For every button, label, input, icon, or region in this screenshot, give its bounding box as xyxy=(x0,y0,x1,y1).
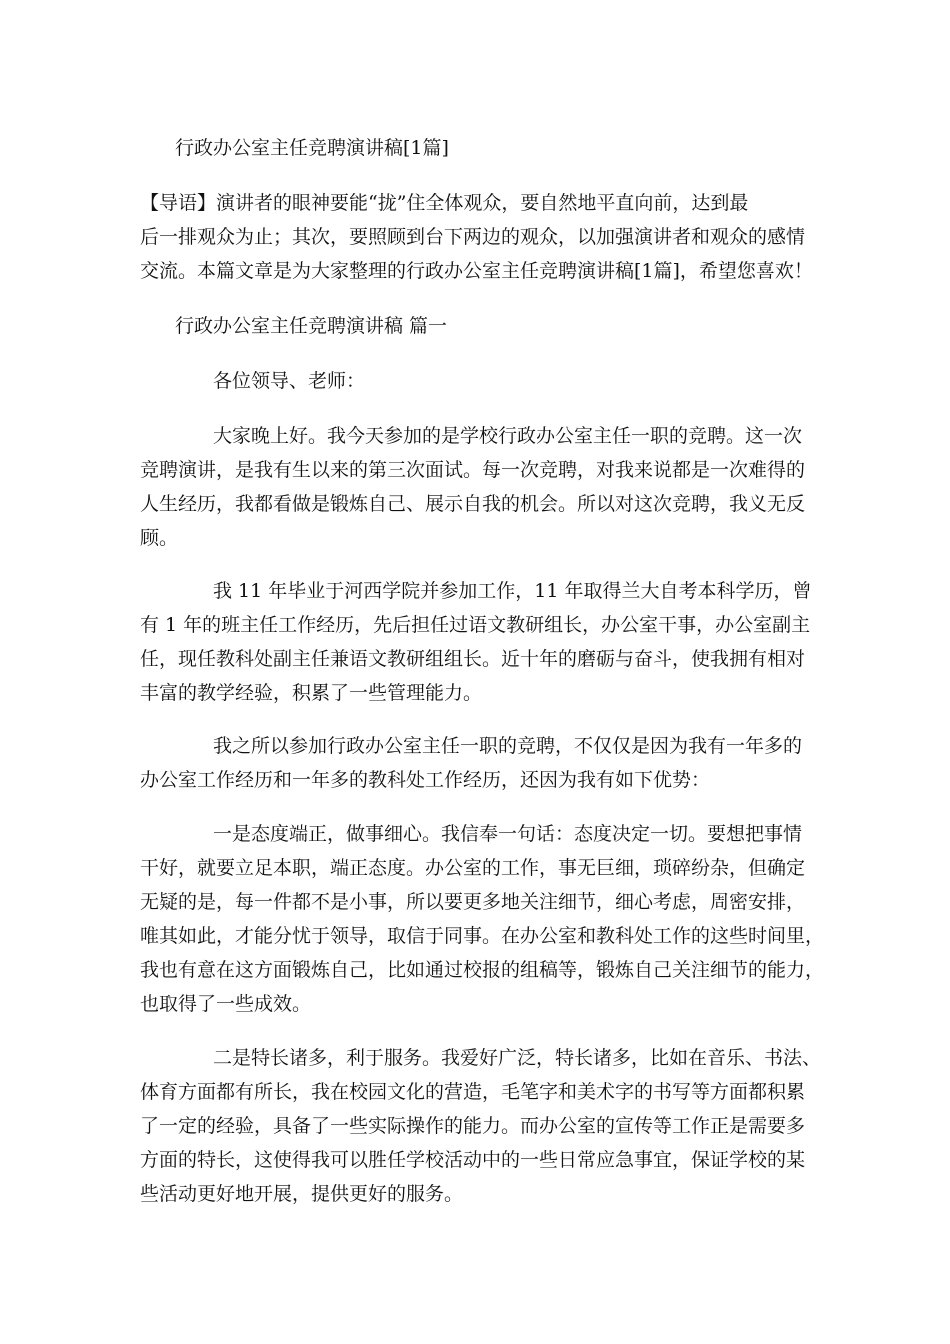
paragraph-line: 竞聘演讲，是我有生以来的第三次面试。每一次竞聘，对我来说都是一次难得的 xyxy=(140,459,806,481)
paragraph-line: 大家晚上好。我今天参加的是学校行政办公室主任一职的竞聘。这一次 xyxy=(213,425,803,447)
salutation: 各位领导、老师： xyxy=(213,370,366,392)
section-heading: 行政办公室主任竞聘演讲稿 篇一 xyxy=(175,315,448,337)
paragraph-line: 唯其如此，才能分忧于领导，取信于同事。在办公室和教科处工作的这些时间里， xyxy=(140,925,825,947)
paragraph-line: 干好，就要立足本职，端正态度。办公室的工作，事无巨细，琐碎纷杂，但确定 xyxy=(140,857,806,879)
intro-line: 【导语】演讲者的眼神要能“拢”住全体观众，要自然地平直向前，达到最 xyxy=(140,192,749,214)
paragraph-line: 一是态度端正，做事细心。我信奉一句话：态度决定一切。要想把事情 xyxy=(213,823,803,845)
paragraph-line: 体育方面都有所长，我在校园文化的营造，毛笔字和美术字的书写等方面都积累 xyxy=(140,1081,806,1103)
paragraph-line: 有 1 年的班主任工作经历，先后担任过语文教研组长，办公室干事，办公室副主 xyxy=(140,614,811,636)
paragraph-line: 丰富的教学经验，积累了一些管理能力。 xyxy=(140,682,483,704)
paragraph-line: 方面的特长，这使得我可以胜任学校活动中的一些日常应急事宜，保证学校的某 xyxy=(140,1149,806,1171)
intro-line: 后一排观众为止；其次，要照顾到台下两边的观众，以加强演讲者和观众的感情 xyxy=(140,226,806,248)
paragraph-line: 人生经历，我都看做是锻炼自己、展示自我的机会。所以对这次竞聘，我义无反 xyxy=(140,493,806,515)
paragraph-line: 顾。 xyxy=(140,527,179,549)
document-title: 行政办公室主任竞聘演讲稿[1篇] xyxy=(175,137,449,159)
paragraph-line: 任，现任教科处副主任兼语文教研组组长。近十年的磨砺与奋斗，使我拥有相对 xyxy=(140,648,806,670)
paragraph-line: 无疑的是，每一件都不是小事，所以要更多地关注细节，细心考虑，周密安排， xyxy=(140,891,806,913)
intro-line: 交流。本篇文章是为大家整理的行政办公室主任竞聘演讲稿[1篇]，希望您喜欢！ xyxy=(140,260,813,282)
paragraph-line: 我也有意在这方面锻炼自己，比如通过校报的组稿等，锻炼自己关注细节的能力， xyxy=(140,959,825,981)
paragraph-line: 二是特长诸多，利于服务。我爱好广泛，特长诸多，比如在音乐、书法、 xyxy=(213,1047,822,1069)
paragraph-line: 办公室工作经历和一年多的教科处工作经历，还因为我有如下优势： xyxy=(140,769,711,791)
paragraph-line: 了一定的经验，具备了一些实际操作的能力。而办公室的宣传等工作正是需要多 xyxy=(140,1115,806,1137)
paragraph-line: 我 11 年毕业于河西学院并参加工作，11 年取得兰大自考本科学历，曾 xyxy=(213,580,812,602)
paragraph-line: 些活动更好地开展，提供更好的服务。 xyxy=(140,1183,464,1205)
paragraph-line: 也取得了一些成效。 xyxy=(140,993,312,1015)
paragraph-line: 我之所以参加行政办公室主任一职的竞聘，不仅仅是因为我有一年多的 xyxy=(213,735,803,757)
